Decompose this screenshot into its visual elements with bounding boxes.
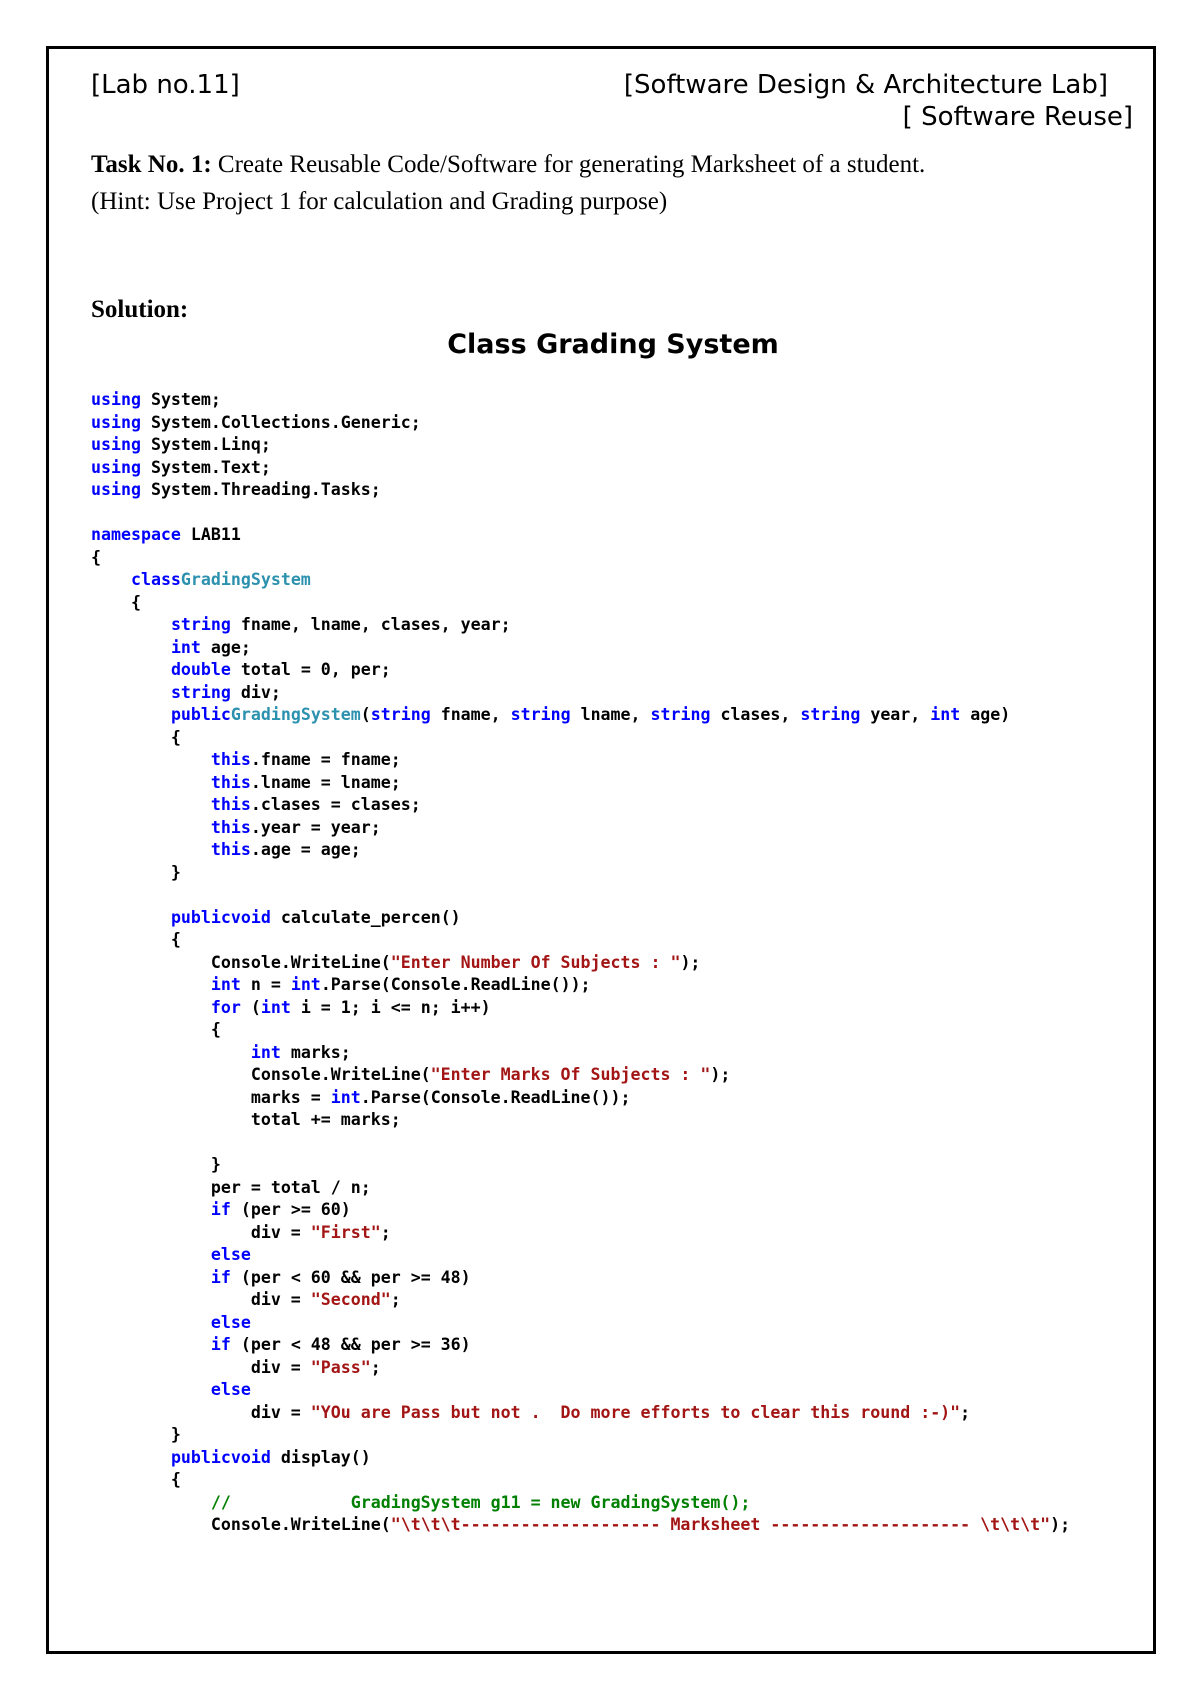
code-token: .clases = clases; (250, 795, 421, 814)
code-token: .Parse(Console.ReadLine()); (320, 975, 591, 994)
code-line (91, 547, 1070, 570)
code-token: string (170, 615, 241, 634)
code-token: { (91, 1020, 221, 1039)
code-line (91, 1064, 1070, 1087)
code-token: .age = age; (250, 840, 361, 859)
code-token: calculate_percen() (280, 907, 461, 927)
code-token: (per < 60 && per >= 48) (240, 1267, 471, 1287)
code-token (91, 1493, 211, 1512)
code-token: this (210, 817, 251, 837)
code-token: n = (250, 975, 291, 994)
code-line (91, 817, 1070, 840)
code-token: per = total / n; (91, 1177, 371, 1197)
code-line (91, 389, 1070, 412)
code-line (91, 1267, 1070, 1290)
code-token: fname, (440, 705, 511, 724)
code-token (91, 660, 171, 679)
code-token: ; (960, 1402, 971, 1422)
code-line (91, 997, 1070, 1020)
code-line (91, 1469, 1070, 1492)
code-token: public (170, 1447, 231, 1467)
code-token: .lname = lname; (250, 772, 401, 792)
code-token: int (290, 975, 321, 994)
code-line (91, 884, 1070, 907)
code-line (91, 1042, 1070, 1065)
code-token: int (250, 1042, 291, 1062)
code-line (91, 929, 1070, 952)
code-token: age; (210, 637, 251, 657)
code-token: ); (710, 1065, 731, 1084)
code-token (91, 1200, 211, 1219)
code-token (91, 1380, 211, 1399)
code-line (91, 1199, 1070, 1222)
code-token: { (91, 592, 141, 612)
code-line (91, 479, 1070, 502)
code-line (91, 839, 1070, 862)
code-token: public (170, 705, 231, 724)
task-hint: (Hint: Use Project 1 for calculation and Grading purpose) (91, 188, 668, 215)
code-token (91, 773, 211, 792)
code-line (91, 1244, 1070, 1267)
code-token: this (210, 750, 251, 769)
code-token: using (91, 435, 151, 454)
code-token: Console.WriteLine( (91, 952, 391, 972)
code-line (91, 1402, 1070, 1425)
code-token: div = (91, 1402, 311, 1422)
code-token: { (91, 930, 181, 949)
topic-title: [ Software Reuse] (902, 102, 1133, 132)
code-token: string (650, 705, 721, 724)
code-token: string (510, 705, 581, 724)
code-token: "First" (310, 1222, 381, 1242)
code-token: void (230, 907, 281, 927)
code-line (91, 1357, 1070, 1380)
code-token: Console.WriteLine( (91, 1065, 431, 1084)
code-token: ; (390, 1290, 401, 1309)
code-line (91, 1492, 1070, 1515)
code-token: if (210, 1267, 241, 1287)
code-title: Class Grading System (447, 329, 779, 360)
code-token: for (210, 997, 251, 1017)
code-token (91, 683, 171, 702)
solution-label: Solution: (91, 296, 189, 323)
code-token (91, 1448, 171, 1467)
code-token: ( (250, 997, 261, 1017)
code-token: ; (370, 1357, 381, 1377)
code-token: using (91, 412, 151, 432)
code-line (91, 1514, 1070, 1537)
code-block (91, 389, 1070, 1537)
code-token: if (210, 1200, 241, 1219)
code-token: "YOu are Pass but not . Do more efforts to clear this round :-)" (310, 1402, 961, 1422)
code-token: marks; (290, 1042, 351, 1062)
code-line (91, 412, 1070, 435)
code-line (91, 1289, 1070, 1312)
code-token (91, 908, 171, 927)
code-line (91, 1447, 1070, 1470)
task-label: Task No. 1: (91, 151, 212, 178)
code-token: void (230, 1447, 281, 1467)
code-token (91, 998, 211, 1017)
code-token: lname, (580, 705, 651, 724)
code-line (91, 862, 1070, 885)
code-token (91, 1268, 211, 1287)
code-line (91, 1334, 1070, 1357)
code-token: { (91, 547, 101, 567)
code-token (91, 1335, 211, 1354)
code-token: ); (1050, 1515, 1071, 1534)
code-line (91, 1087, 1070, 1110)
code-token: System.Text; (150, 457, 271, 477)
code-line (91, 614, 1070, 637)
code-token: "Enter Number Of Subjects : " (390, 952, 681, 972)
code-token (91, 840, 211, 859)
code-token: int (170, 637, 211, 657)
code-token: } (91, 1155, 221, 1174)
code-line (91, 592, 1070, 615)
code-line (91, 569, 1070, 592)
code-line (91, 502, 1070, 525)
code-line (91, 1154, 1070, 1177)
code-token (91, 1245, 211, 1264)
task-description (91, 146, 1111, 220)
code-line (91, 704, 1070, 727)
code-line (91, 1019, 1070, 1042)
code-line (91, 1109, 1070, 1132)
code-token: using (91, 480, 151, 499)
code-token: using (91, 390, 151, 409)
code-token (91, 818, 211, 837)
code-token: else (210, 1312, 251, 1332)
code-token: age) (970, 705, 1011, 724)
code-line (91, 1177, 1070, 1200)
code-token: int (930, 705, 971, 724)
code-token: .fname = fname; (250, 750, 401, 769)
code-token: ( (360, 705, 371, 724)
code-token: ); (680, 952, 701, 972)
code-token: "Enter Marks Of Subjects : " (430, 1065, 711, 1084)
code-line (91, 727, 1070, 750)
code-line (91, 659, 1070, 682)
code-token: LAB11 (190, 525, 241, 544)
code-line (91, 682, 1070, 705)
code-token: System.Threading.Tasks; (150, 480, 381, 499)
code-token: ; (380, 1222, 391, 1242)
code-token: year, (870, 705, 931, 724)
code-token: { (91, 1470, 181, 1489)
code-token: else (210, 1245, 251, 1264)
code-token: .Parse(Console.ReadLine()); (360, 1087, 631, 1107)
code-line (91, 907, 1070, 930)
code-token: this (210, 772, 251, 792)
code-token (91, 705, 171, 724)
code-token: this (210, 840, 251, 859)
code-token: "\t\t\t-------------------- Marksheet -------------------- \t\t\t" (390, 1515, 1051, 1534)
code-token: // GradingSystem g11 = new GradingSystem(); (210, 1492, 751, 1512)
code-token: string (800, 705, 871, 724)
code-token: display() (280, 1447, 371, 1467)
code-token: } (91, 862, 181, 882)
code-token (91, 570, 131, 589)
code-token: string (170, 682, 241, 702)
code-token (91, 1043, 251, 1062)
code-token (91, 615, 171, 634)
lab-number: [Lab no.11] (91, 70, 240, 100)
code-token (91, 795, 211, 814)
code-token: class (130, 570, 181, 589)
code-token: else (210, 1380, 251, 1399)
code-line (91, 1132, 1070, 1155)
code-token: int (210, 975, 251, 994)
code-token: int (260, 997, 301, 1017)
code-token: } (91, 1425, 181, 1444)
code-line (91, 1424, 1070, 1447)
course-title: [Software Design & Architecture Lab] (623, 70, 1108, 100)
code-token: clases, (720, 705, 801, 724)
code-token: total += marks; (91, 1110, 401, 1129)
code-line (91, 794, 1070, 817)
code-token: marks = (91, 1087, 331, 1107)
code-token: .year = year; (250, 817, 381, 837)
code-token: div = (91, 1222, 311, 1242)
code-line (91, 637, 1070, 660)
code-token: if (210, 1335, 241, 1354)
code-token (91, 1313, 211, 1332)
code-line (91, 457, 1070, 480)
task-text: Create Reusable Code/Software for generating Marksheet of a student. (211, 151, 926, 178)
code-token: string (370, 705, 441, 724)
code-line (91, 1312, 1070, 1335)
code-token: "Second" (310, 1290, 391, 1309)
code-token: div; (240, 682, 281, 702)
code-token: i = 1; i <= n; i++) (300, 997, 491, 1017)
code-line (91, 1379, 1070, 1402)
code-token: Console.WriteLine( (91, 1515, 391, 1534)
code-line (91, 434, 1070, 457)
code-token: System.Linq; (150, 435, 271, 454)
code-token: int (330, 1087, 361, 1107)
code-line (91, 524, 1070, 547)
code-token (91, 975, 211, 994)
code-token (91, 750, 211, 769)
code-token: "Pass" (310, 1357, 371, 1377)
code-line (91, 952, 1070, 975)
code-token: { (91, 727, 181, 747)
code-token: GradingSystem (180, 570, 311, 589)
code-line (91, 974, 1070, 997)
code-line (91, 772, 1070, 795)
code-token: (per >= 60) (240, 1200, 351, 1219)
code-token: double (170, 660, 241, 679)
code-token: System; (150, 390, 221, 409)
code-token: namespace (91, 525, 191, 544)
code-token: (per < 48 && per >= 36) (240, 1335, 471, 1354)
code-token: total = 0, per; (240, 660, 391, 679)
code-line (91, 1222, 1070, 1245)
code-token: div = (91, 1290, 311, 1309)
code-token: System.Collections.Generic; (150, 412, 421, 432)
code-line (91, 749, 1070, 772)
code-token: this (210, 795, 251, 814)
code-token: GradingSystem (230, 705, 361, 724)
code-token: public (170, 907, 231, 927)
code-token: using (91, 457, 151, 477)
code-token (91, 638, 171, 657)
code-token: fname, lname, clases, year; (240, 615, 511, 634)
code-token: div = (91, 1357, 311, 1377)
